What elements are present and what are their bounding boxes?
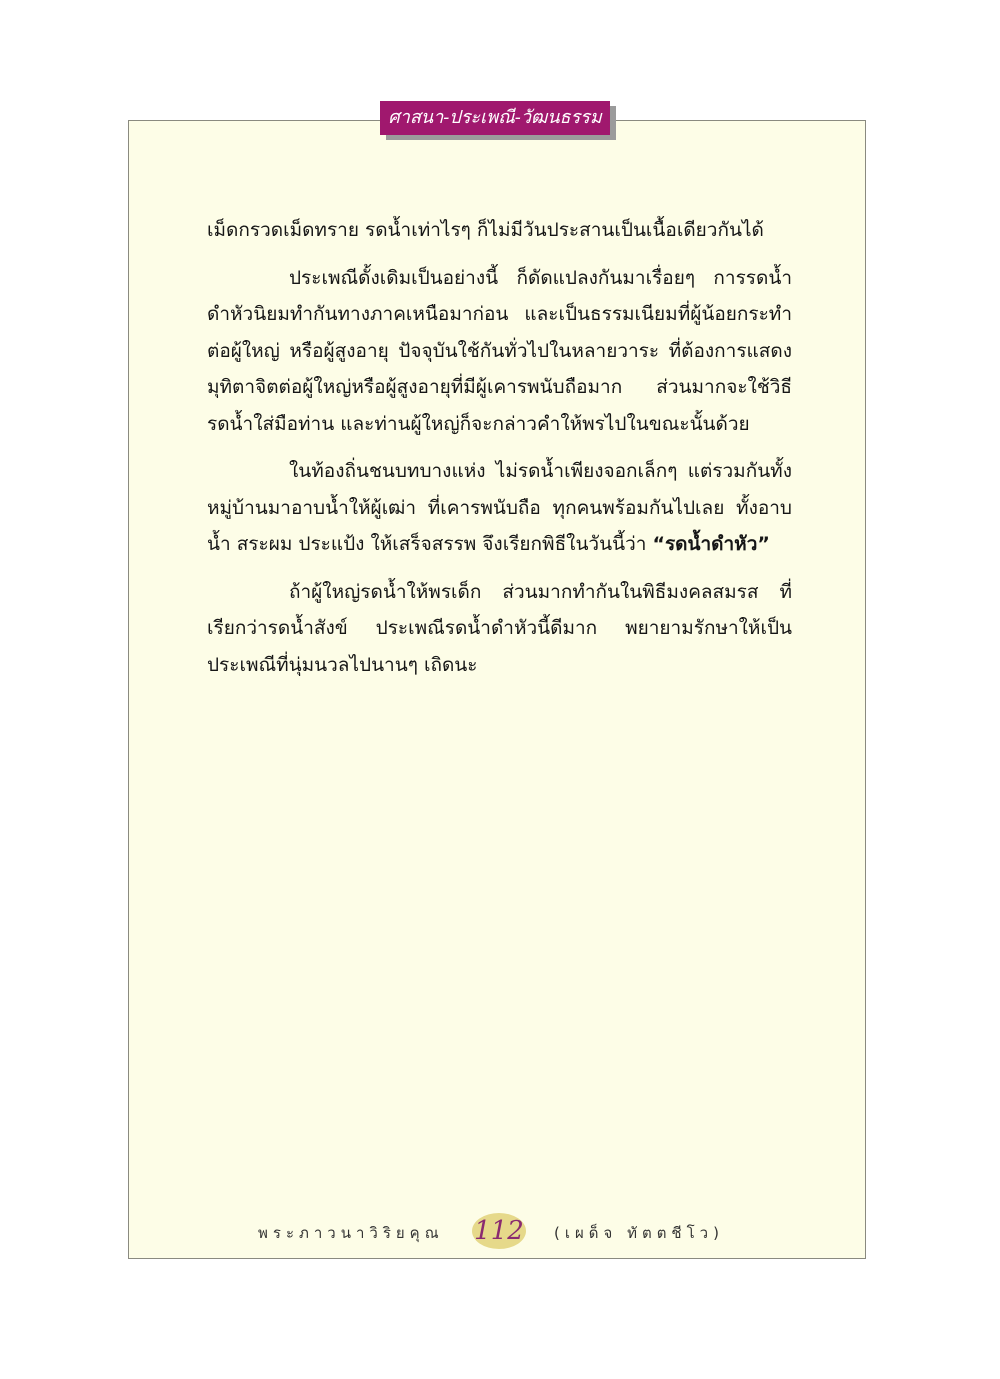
page-number: 112 [474,1216,524,1246]
paragraph-4: ถ้าผู้ใหญ่รดน้ำให้พรเด็ก ส่วนมากทำกันในพิธีมงคลสมรส ที่เรียกว่ารดน้ำสังข์ ประเพณีรดน้ำดำหัวนี้ดีมาก พยายามรักษาให้เป็นประเพณีที่นุ่มนวลไปนานๆ เถิดนะ [207,580,792,676]
page-footer [258,1213,778,1253]
section-title: ศาสนา-ประเพณี-วัฒนธรรม [388,107,602,128]
paragraph-3 [207,453,792,563]
paragraph-2: ประเพณีดั้งเดิมเป็นอย่างนี้ ก็ดัดแปลงกันมาเรื่อยๆ การรดน้ำดำหัวนิยมทำกันทางภาคเหนือมาก่อน และเป็นธรรมเนียมที่ผู้น้อยกระทำต่อผู้ใหญ่ หรือผู้สูงอายุ ปัจจุบันใช้กันทั่วไปในหลายวาระ ที่ต้องการแสดงมุทิตาจิตต่อผู้ใหญ่หรือผู้สูงอายุที่มีผู้เคารพนับถือมาก ส่วนมากจะใช้วิธีรดน้ำใส่มือท่าน และท่านผู้ใหญ่ก็จะกล่าวคำให้พรไปในขณะนั้นด้วย [207,266,792,435]
footer-author: (เผด็จ ทัตตชีโว) [554,1224,724,1242]
emphasis-term: “รดน้ำดำหัว” [652,533,770,555]
body-text [207,212,792,694]
paragraph-1: เม็ดกรวดเม็ดทราย รดน้ำเท่าไรๆ ก็ไม่มีวันประสานเป็นเนื้อเดียวกันได้ [207,219,764,241]
paragraph-3-text: ในท้องถิ่นชนบทบางแห่ง ไม่รดน้ำเพียงจอกเล็กๆ แต่รวมกันทั้งหมู่บ้านมาอาบน้ำให้ผู้เฒ่า ที่เคารพนับถือ ทุกคนพร้อมกันไปเลย ทั้งอาบน้ำ สระผม ประแป้ง ให้เสร็จสรรพ จึงเรียกพิธีในวันนี้ว่า [207,460,792,555]
footer-book-title: พระภาวนาวิริยคุณ [258,1224,444,1242]
section-header-tab [380,101,610,135]
